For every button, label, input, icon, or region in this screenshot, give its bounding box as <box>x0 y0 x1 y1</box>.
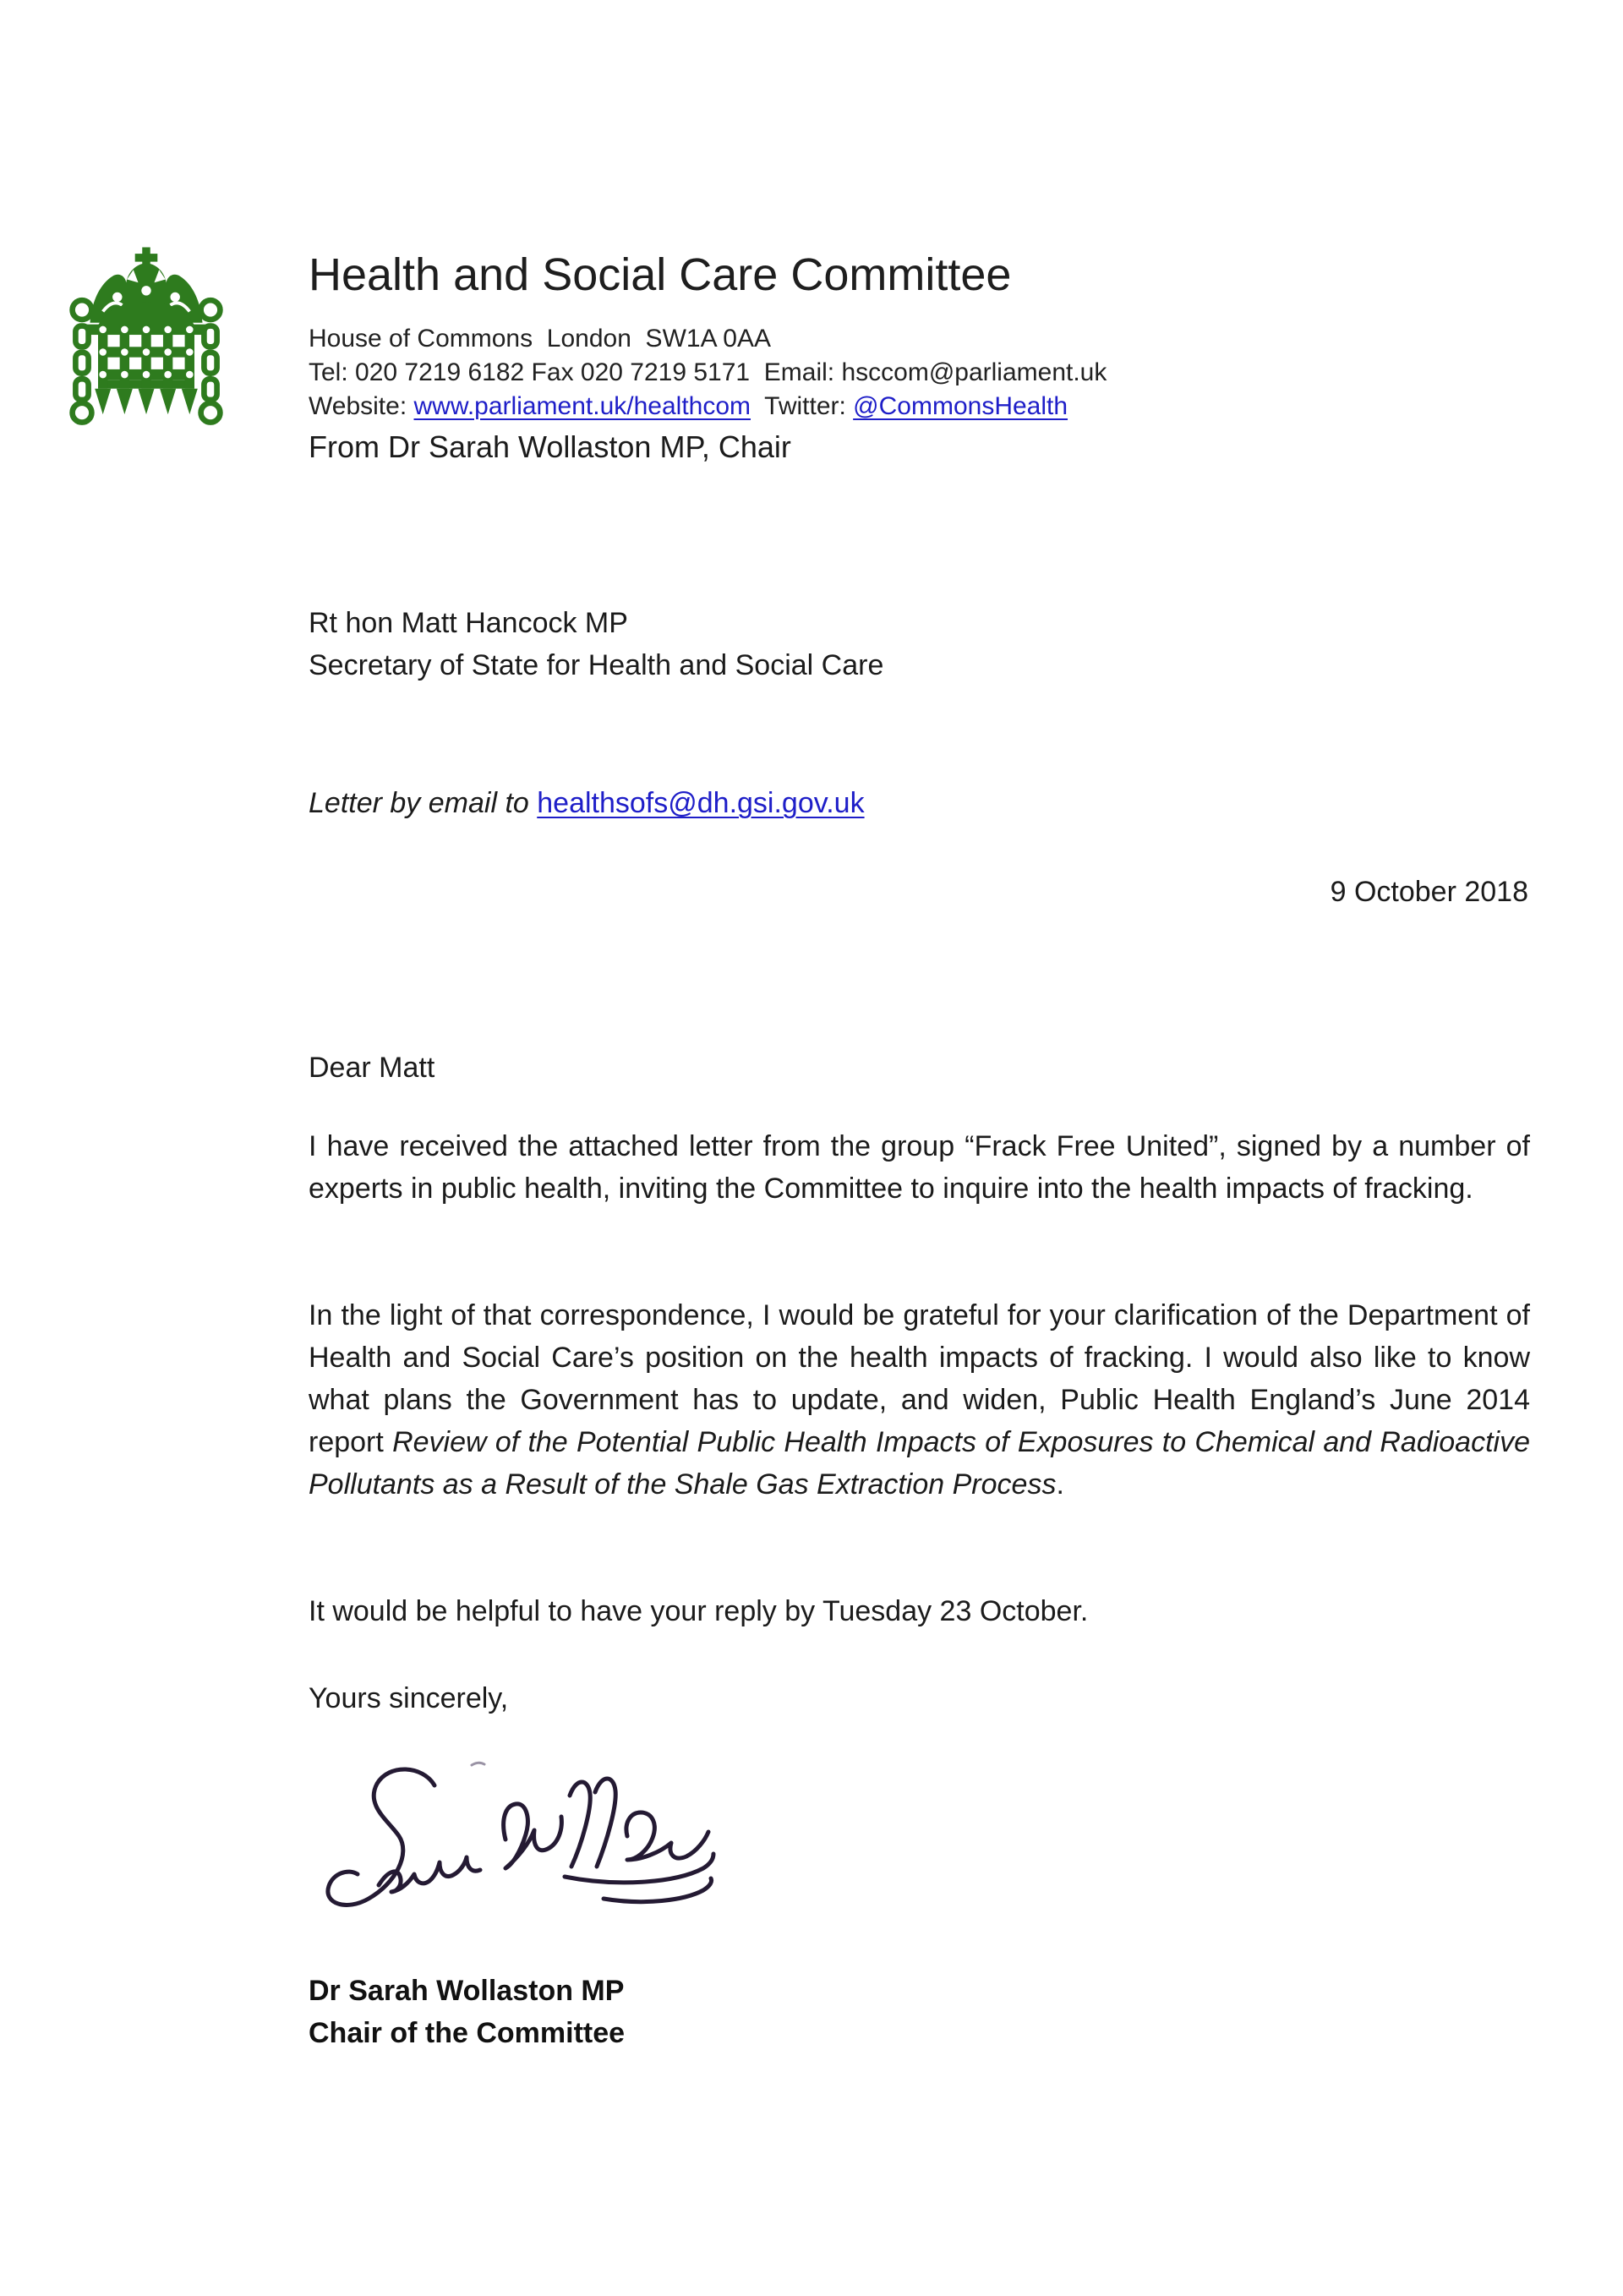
handwritten-signature-icon <box>306 1757 720 1926</box>
delivery-email-link[interactable]: healthsofs@dh.gsi.gov.uk <box>537 787 865 819</box>
website-line <box>309 390 1107 424</box>
report-title-italic: Review of the Potential Public Health Impacts of Exposures to Chemical and Radioactive Pollutants as a Result of the Shale Gas Extraction Process <box>309 1426 1530 1501</box>
signoff-name: Dr Sarah Wollaston MP <box>309 1975 625 2007</box>
delivery-lead-in: Letter by email to <box>309 787 538 819</box>
letter-date: 9 October 2018 <box>1330 876 1528 908</box>
paragraph-1: I have received the attached letter from the group “Frack Free United”, signed by a number of experts in public health, inviting the Committee to inquire into the health impacts of fracking. <box>309 1130 1530 1205</box>
recipient-role: Secretary of State for Health and Social Care <box>309 649 884 681</box>
recipient-block <box>309 602 883 686</box>
salutation: Dear Matt <box>309 1052 435 1084</box>
paragraph-2-end: . <box>1056 1468 1064 1501</box>
twitter-label: Twitter: <box>751 392 854 420</box>
signoff-role: Chair of the Committee <box>309 2017 626 2049</box>
paragraph-2-text: In the light of that correspondence, I would be grateful for your clarification of the Department of Health and Social Care’s position on the health impacts of fracking. I would also like to know what plans the Government has to update, and widen, Public Health England’s June 2014 report <box>309 1299 1530 1458</box>
twitter-link[interactable]: @CommonsHealth <box>853 392 1068 420</box>
portcullis-crown-logo-icon <box>66 239 227 432</box>
signoff-block <box>309 1970 625 2054</box>
paragraph-2 <box>309 1294 1530 1506</box>
website-link[interactable]: www.parliament.uk/healthcom <box>413 392 751 420</box>
paragraph-3: It would be helpful to have your reply by Tuesday 23 October. <box>309 1595 1089 1627</box>
committee-title: Health and Social Care Committee <box>309 249 1012 300</box>
website-label: Website: <box>309 392 414 420</box>
address-line: House of Commons London SW1A 0AA <box>309 325 771 353</box>
closing-line: Yours sincerely, <box>309 1682 509 1714</box>
recipient-name: Rt hon Matt Hancock MP <box>309 607 628 639</box>
from-line: From Dr Sarah Wollaston MP, Chair <box>309 429 791 464</box>
delivery-line <box>309 782 865 824</box>
contact-line: Tel: 020 7219 6182 Fax 020 7219 5171 Email: hsccom@parliament.uk <box>309 358 1107 386</box>
letterhead <box>309 249 1107 424</box>
